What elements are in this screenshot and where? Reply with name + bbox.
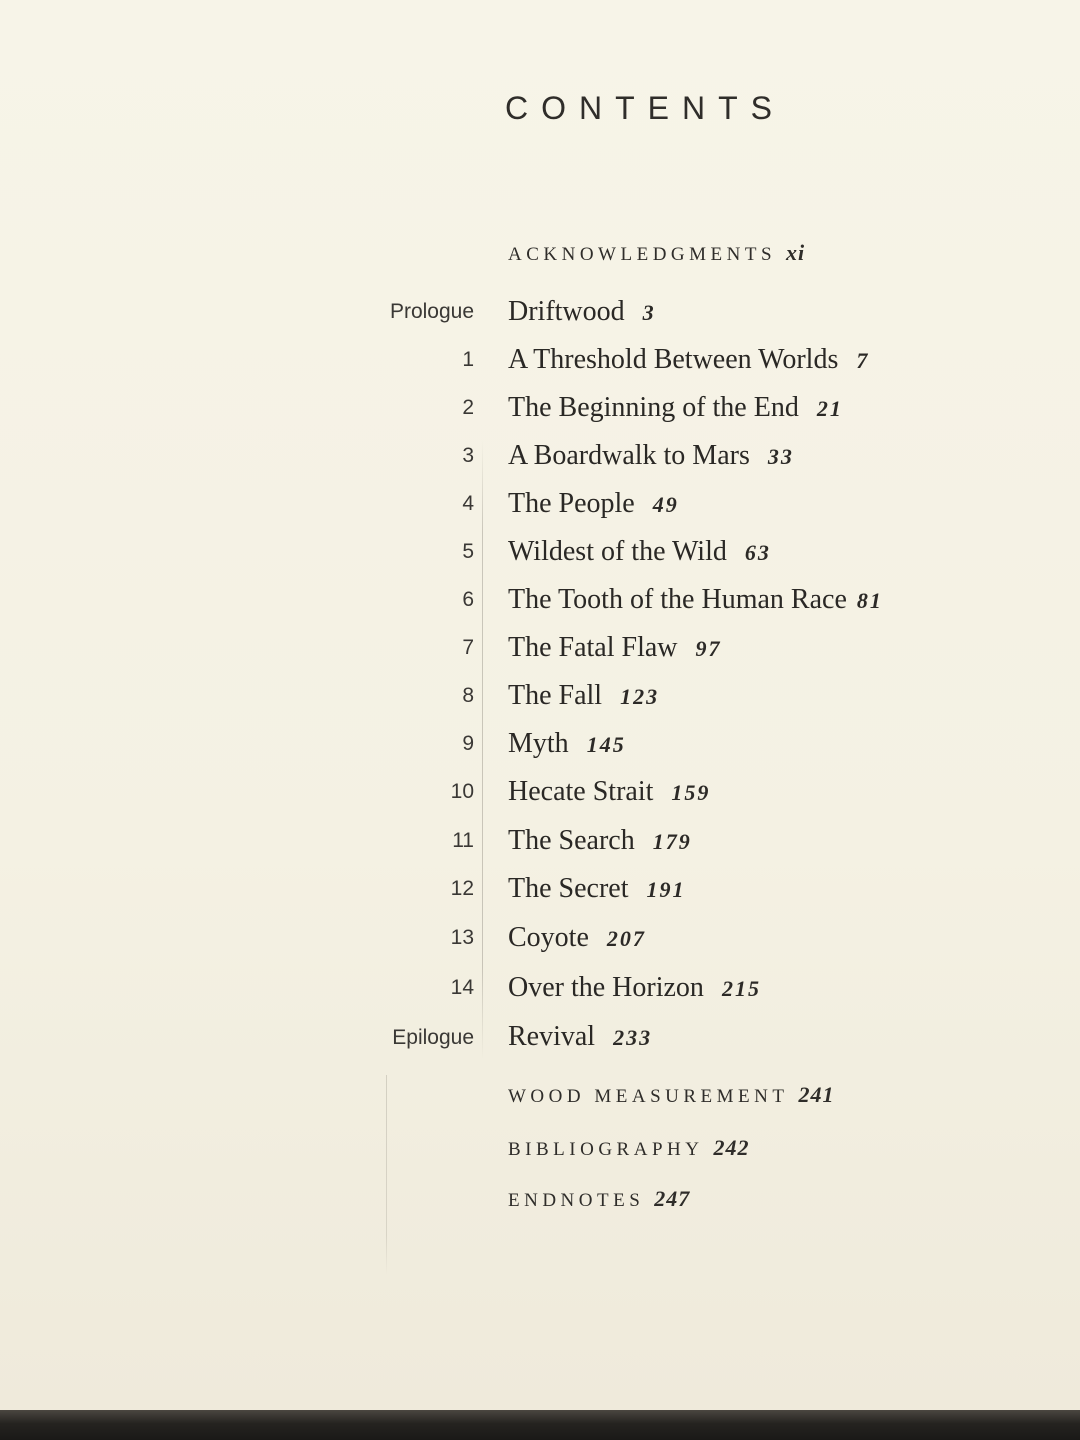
chapter-entry bbox=[508, 680, 659, 712]
back-matter-entry bbox=[508, 1135, 749, 1161]
page-title: CONTENTS bbox=[505, 90, 785, 126]
chapter-entry bbox=[508, 873, 686, 905]
margin-rule-lower bbox=[386, 1075, 387, 1275]
entry-page-number: xi bbox=[786, 240, 806, 265]
chapter-page-number: 81 bbox=[856, 588, 883, 613]
chapter-label: 12 bbox=[450, 877, 474, 900]
entry-page-number: 242 bbox=[713, 1135, 750, 1160]
chapter-page-number: 33 bbox=[767, 444, 794, 469]
chapter-title: A Boardwalk to Mars bbox=[508, 440, 750, 471]
entry-page-number: 241 bbox=[798, 1082, 835, 1107]
chapter-page-number: 233 bbox=[613, 1025, 653, 1050]
chapter-title: The Search bbox=[508, 825, 635, 856]
chapter-label: 9 bbox=[462, 732, 474, 755]
chapter-title: The Fatal Flaw bbox=[508, 632, 678, 663]
chapter-page-number: 97 bbox=[695, 636, 722, 661]
entry-page-number: 247 bbox=[654, 1186, 691, 1211]
chapter-label: 8 bbox=[462, 684, 474, 707]
chapter-entry bbox=[508, 972, 761, 1004]
back-matter-entry bbox=[508, 1186, 690, 1212]
chapter-entry bbox=[508, 584, 883, 616]
chapter-entry bbox=[508, 536, 771, 568]
chapter-page-number: 7 bbox=[856, 348, 870, 373]
chapter-title: The People bbox=[508, 488, 635, 519]
chapter-title: Coyote bbox=[508, 922, 589, 953]
chapter-entry bbox=[508, 488, 679, 520]
chapter-label: Prologue bbox=[389, 300, 474, 323]
chapter-title: The Beginning of the End bbox=[508, 392, 799, 423]
chapter-entry bbox=[508, 728, 626, 760]
entry-title: WOOD MEASUREMENT bbox=[508, 1086, 789, 1107]
chapter-label: 4 bbox=[462, 492, 474, 515]
entry-title: ACKNOWLEDGMENTS bbox=[508, 244, 777, 265]
chapter-title: Driftwood bbox=[508, 296, 625, 327]
chapter-page-number: 21 bbox=[816, 396, 843, 421]
chapter-title: The Secret bbox=[508, 873, 629, 904]
chapter-label: 11 bbox=[452, 829, 474, 852]
chapter-title: Wildest of the Wild bbox=[508, 536, 727, 567]
chapter-label: 7 bbox=[462, 636, 474, 659]
chapter-label: 6 bbox=[462, 588, 474, 611]
chapter-title: The Fall bbox=[508, 680, 603, 711]
chapter-page-number: 207 bbox=[606, 926, 646, 951]
chapter-entry bbox=[508, 1021, 652, 1053]
chapter-page-number: 49 bbox=[652, 492, 679, 517]
chapter-entry bbox=[508, 632, 722, 664]
back-matter-entry bbox=[508, 1082, 834, 1108]
chapter-page-number: 191 bbox=[646, 877, 686, 902]
chapter-label: 2 bbox=[462, 396, 474, 419]
chapter-label: Epilogue bbox=[392, 1026, 474, 1049]
chapter-label: 5 bbox=[462, 540, 474, 563]
chapter-label: 10 bbox=[450, 780, 474, 803]
chapter-label: 13 bbox=[450, 926, 474, 949]
entry-title: BIBLIOGRAPHY bbox=[508, 1139, 704, 1160]
chapter-title: Hecate Strait bbox=[508, 776, 654, 807]
chapter-entry bbox=[508, 825, 692, 857]
chapter-title: Over the Horizon bbox=[508, 972, 704, 1003]
chapter-entry bbox=[508, 392, 843, 424]
chapter-label: 3 bbox=[462, 444, 474, 467]
chapter-title: Revival bbox=[508, 1021, 596, 1052]
entry-title: ENDNOTES bbox=[508, 1190, 645, 1211]
chapter-title: Myth bbox=[508, 728, 569, 759]
chapter-page-number: 145 bbox=[586, 732, 626, 757]
chapter-page-number: 215 bbox=[721, 976, 761, 1001]
chapter-label: 1 bbox=[462, 348, 474, 371]
chapter-entry bbox=[508, 776, 710, 808]
chapter-title: A Threshold Between Worlds bbox=[508, 344, 839, 375]
chapter-entry bbox=[508, 922, 646, 954]
chapter-entry bbox=[508, 440, 794, 472]
page-bottom-edge bbox=[0, 1410, 1080, 1440]
front-matter-entry bbox=[508, 240, 805, 266]
chapter-page-number: 123 bbox=[620, 684, 660, 709]
chapter-entry bbox=[508, 344, 869, 376]
chapter-label: 14 bbox=[450, 976, 474, 999]
margin-rule bbox=[482, 440, 483, 1060]
chapter-page-number: 159 bbox=[671, 780, 711, 805]
chapter-page-number: 63 bbox=[744, 540, 771, 565]
chapter-title: The Tooth of the Human Race bbox=[508, 584, 847, 615]
chapter-page-number: 179 bbox=[652, 829, 692, 854]
chapter-page-number: 3 bbox=[642, 300, 656, 325]
chapter-entry bbox=[508, 296, 656, 328]
